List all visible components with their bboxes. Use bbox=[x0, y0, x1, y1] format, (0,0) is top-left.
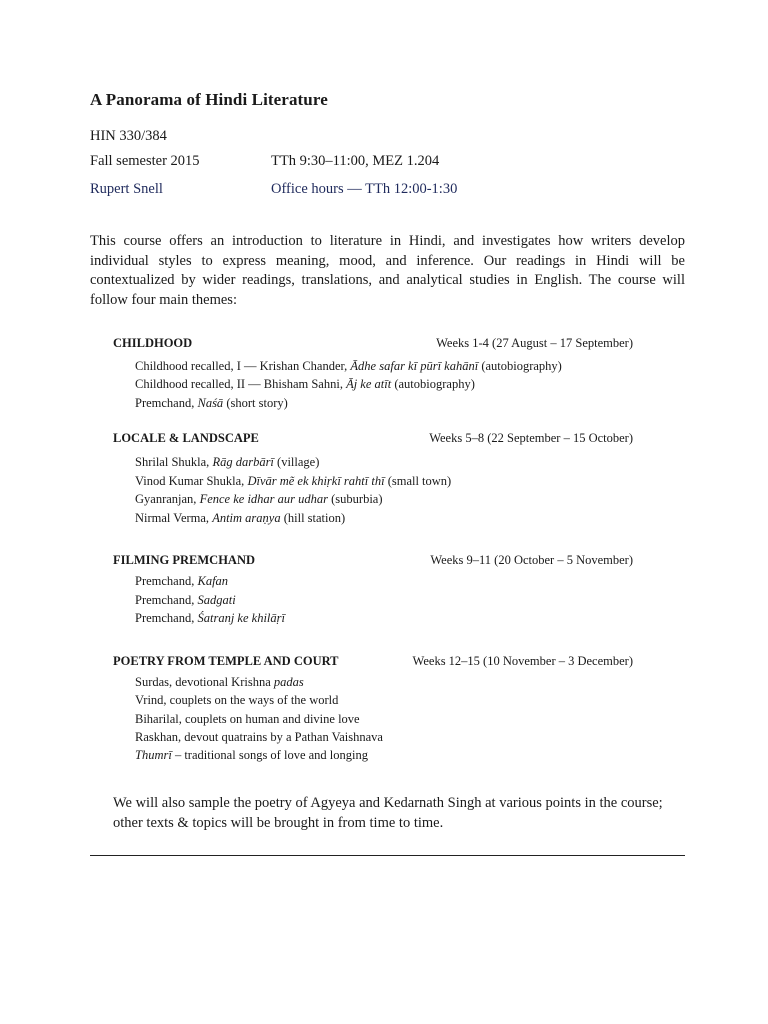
theme-weeks: Weeks 9–11 (20 October – 5 November) bbox=[430, 553, 633, 567]
reading-item: Premchand, Sadgati bbox=[135, 593, 236, 607]
theme-name: CHILDHOOD bbox=[113, 336, 193, 350]
reading-item: Raskhan, devout quatrains by a Pathan Vaishnava bbox=[135, 730, 383, 744]
reading-item: Surdas, devotional Krishna padas bbox=[135, 675, 304, 689]
instructor-line bbox=[90, 181, 458, 198]
theme-weeks: Weeks 5–8 (22 September – 15 October) bbox=[429, 431, 633, 445]
intro-paragraph: This course offers an introduction to literature in Hindi, and investigates how writers develop individual styles to express meaning, mood, and inference. Our readings in Hindi will be contextualized by wider readings, translations, and analytical studies in English. The course will follow four main themes: bbox=[90, 233, 685, 308]
reading-item: Childhood recalled, I — Krishan Chander, Ādhe safar kī pūrī kahānī (autobiography) bbox=[135, 359, 562, 373]
reading-item: Nirmal Verma, Antim araṇya (hill station) bbox=[135, 511, 346, 525]
theme-header bbox=[113, 553, 633, 568]
class-schedule: TTh 9:30–11:00, MEZ 1.204 bbox=[271, 153, 440, 169]
reading-item: Shrilal Shukla, Rāg darbārī (village) bbox=[135, 455, 320, 469]
theme-header bbox=[113, 431, 633, 446]
theme-name: POETRY FROM TEMPLE AND COURT bbox=[113, 654, 339, 668]
course-code: HIN 330/384 bbox=[90, 128, 167, 144]
theme-header bbox=[113, 336, 633, 351]
reading-item: Biharilal, couplets on human and divine love bbox=[135, 712, 360, 726]
office-hours: Office hours — TTh 12:00-1:30 bbox=[271, 181, 458, 197]
reading-item: Thumrī – traditional songs of love and longing bbox=[135, 748, 368, 762]
document-title: A Panorama of Hindi Literature bbox=[90, 90, 328, 109]
reading-item: Premchand, Naśā (short story) bbox=[135, 396, 288, 410]
theme-name: LOCALE & LANDSCAPE bbox=[113, 431, 259, 445]
theme-weeks: Weeks 1-4 (27 August – 17 September) bbox=[436, 336, 633, 350]
instructor-name: Rupert Snell bbox=[90, 181, 163, 197]
reading-item: Premchand, Kafan bbox=[135, 574, 229, 588]
horizontal-rule bbox=[90, 855, 685, 856]
reading-item: Vinod Kumar Shukla, Dīvār mẽ ek khiṛkī rahtī thī (small town) bbox=[135, 474, 452, 488]
reading-item: Childhood recalled, II — Bhisham Sahni, Āj ke atīt (autobiography) bbox=[135, 377, 475, 391]
syllabus-page bbox=[90, 0, 685, 1024]
semester-line bbox=[90, 153, 440, 170]
closing-paragraph: We will also sample the poetry of Agyeya and Kedarnath Singh at various points in the course; other texts & topics will be brought in from time to time. bbox=[113, 795, 663, 831]
theme-name: FILMING PREMCHAND bbox=[113, 553, 256, 567]
reading-item: Gyanranjan, Fence ke idhar aur udhar (suburbia) bbox=[135, 492, 383, 506]
theme-header bbox=[113, 654, 633, 669]
course-code-line bbox=[90, 128, 167, 145]
semester: Fall semester 2015 bbox=[90, 153, 200, 169]
reading-item: Vrind, couplets on the ways of the world bbox=[135, 693, 339, 707]
theme-weeks: Weeks 12–15 (10 November – 3 December) bbox=[412, 654, 633, 668]
reading-item: Premchand, Śatranj ke khilāṛī bbox=[135, 611, 285, 625]
